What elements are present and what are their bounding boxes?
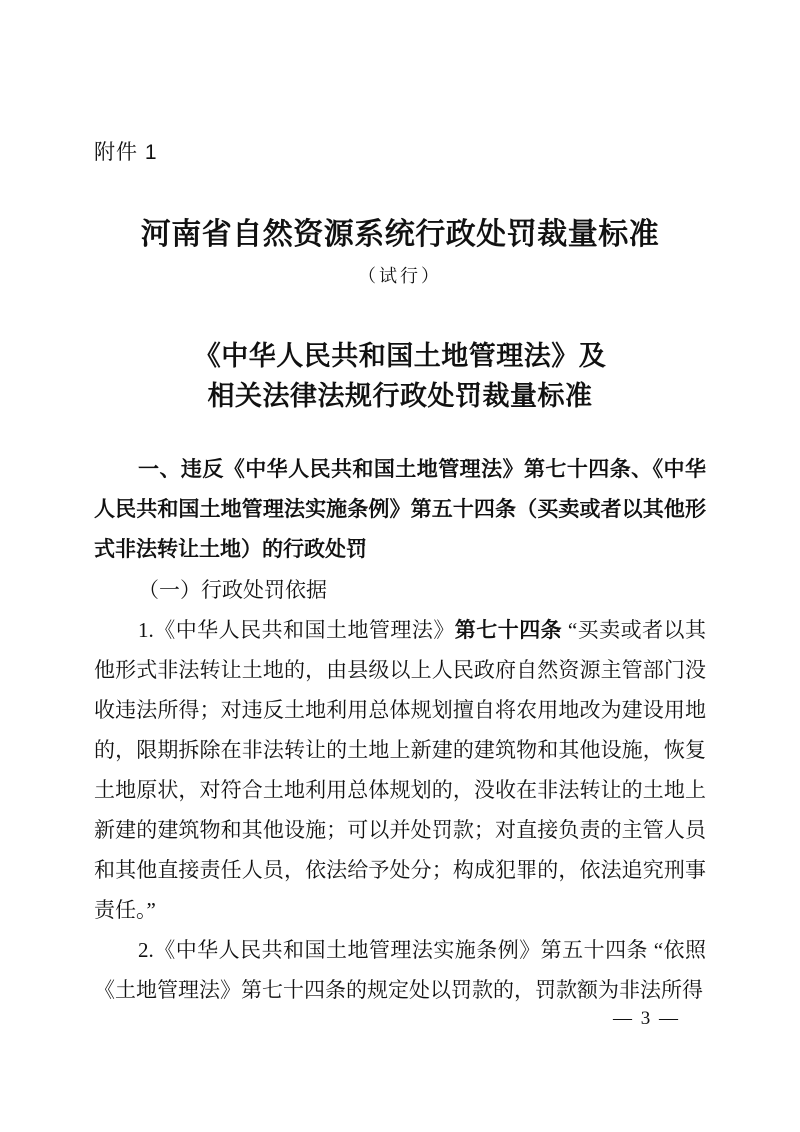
paragraph1-article-number: 第七十四条 (454, 618, 563, 642)
section-title-line1: 《中华人民共和国土地管理法》及 (193, 341, 607, 371)
section-title (94, 336, 706, 416)
clause-heading: 一、违反《中华人民共和国土地管理法》第七十四条、《中华人民共和国土地管理法实施条例》第五十四条（买卖或者以其他形式非法转让土地）的行政处罚 (94, 458, 706, 561)
attachment-label: 附件 1 (94, 141, 158, 164)
subsection-heading: （一）行政处罚依据 (138, 578, 327, 602)
section-title-line2: 相关法律法规行政处罚裁量标准 (207, 381, 593, 411)
paragraph1-prefix: 1.《中华人民共和国土地管理法》 (138, 618, 455, 642)
subtitle-trial-label: （试行） (358, 266, 442, 286)
paragraph1-quote: “买卖或者以其他形式非法转让土地的，由县级以上人民政府自然资源主管部门没收违法所得；对违反土地利用总体规划擅自将农用地改为建设用地的，限期拆除在非法转让的土地上新建的建筑物和其他设施，恢复土地原状，对符合土地利用总体规划的，没收在非法转让的土地上新建的建筑物和其他设施；可以并处罚款；对直接负责的主管人员和其他直接责任人员，依法给予处分；构成犯罪的，依法追究刑事责任。” (94, 618, 707, 922)
paragraph-legal-basis-2: 2.《中华人民共和国土地管理法实施条例》第五十四条 “依照《土地管理法》第七十四条的规定处以罚款的，罚款额为非法所得 (94, 938, 706, 1002)
main-title: 河南省自然资源系统行政处罚裁量标准 (140, 218, 660, 251)
paragraph-legal-basis-1 (94, 610, 706, 930)
page-number: — 3 — (613, 1008, 680, 1029)
